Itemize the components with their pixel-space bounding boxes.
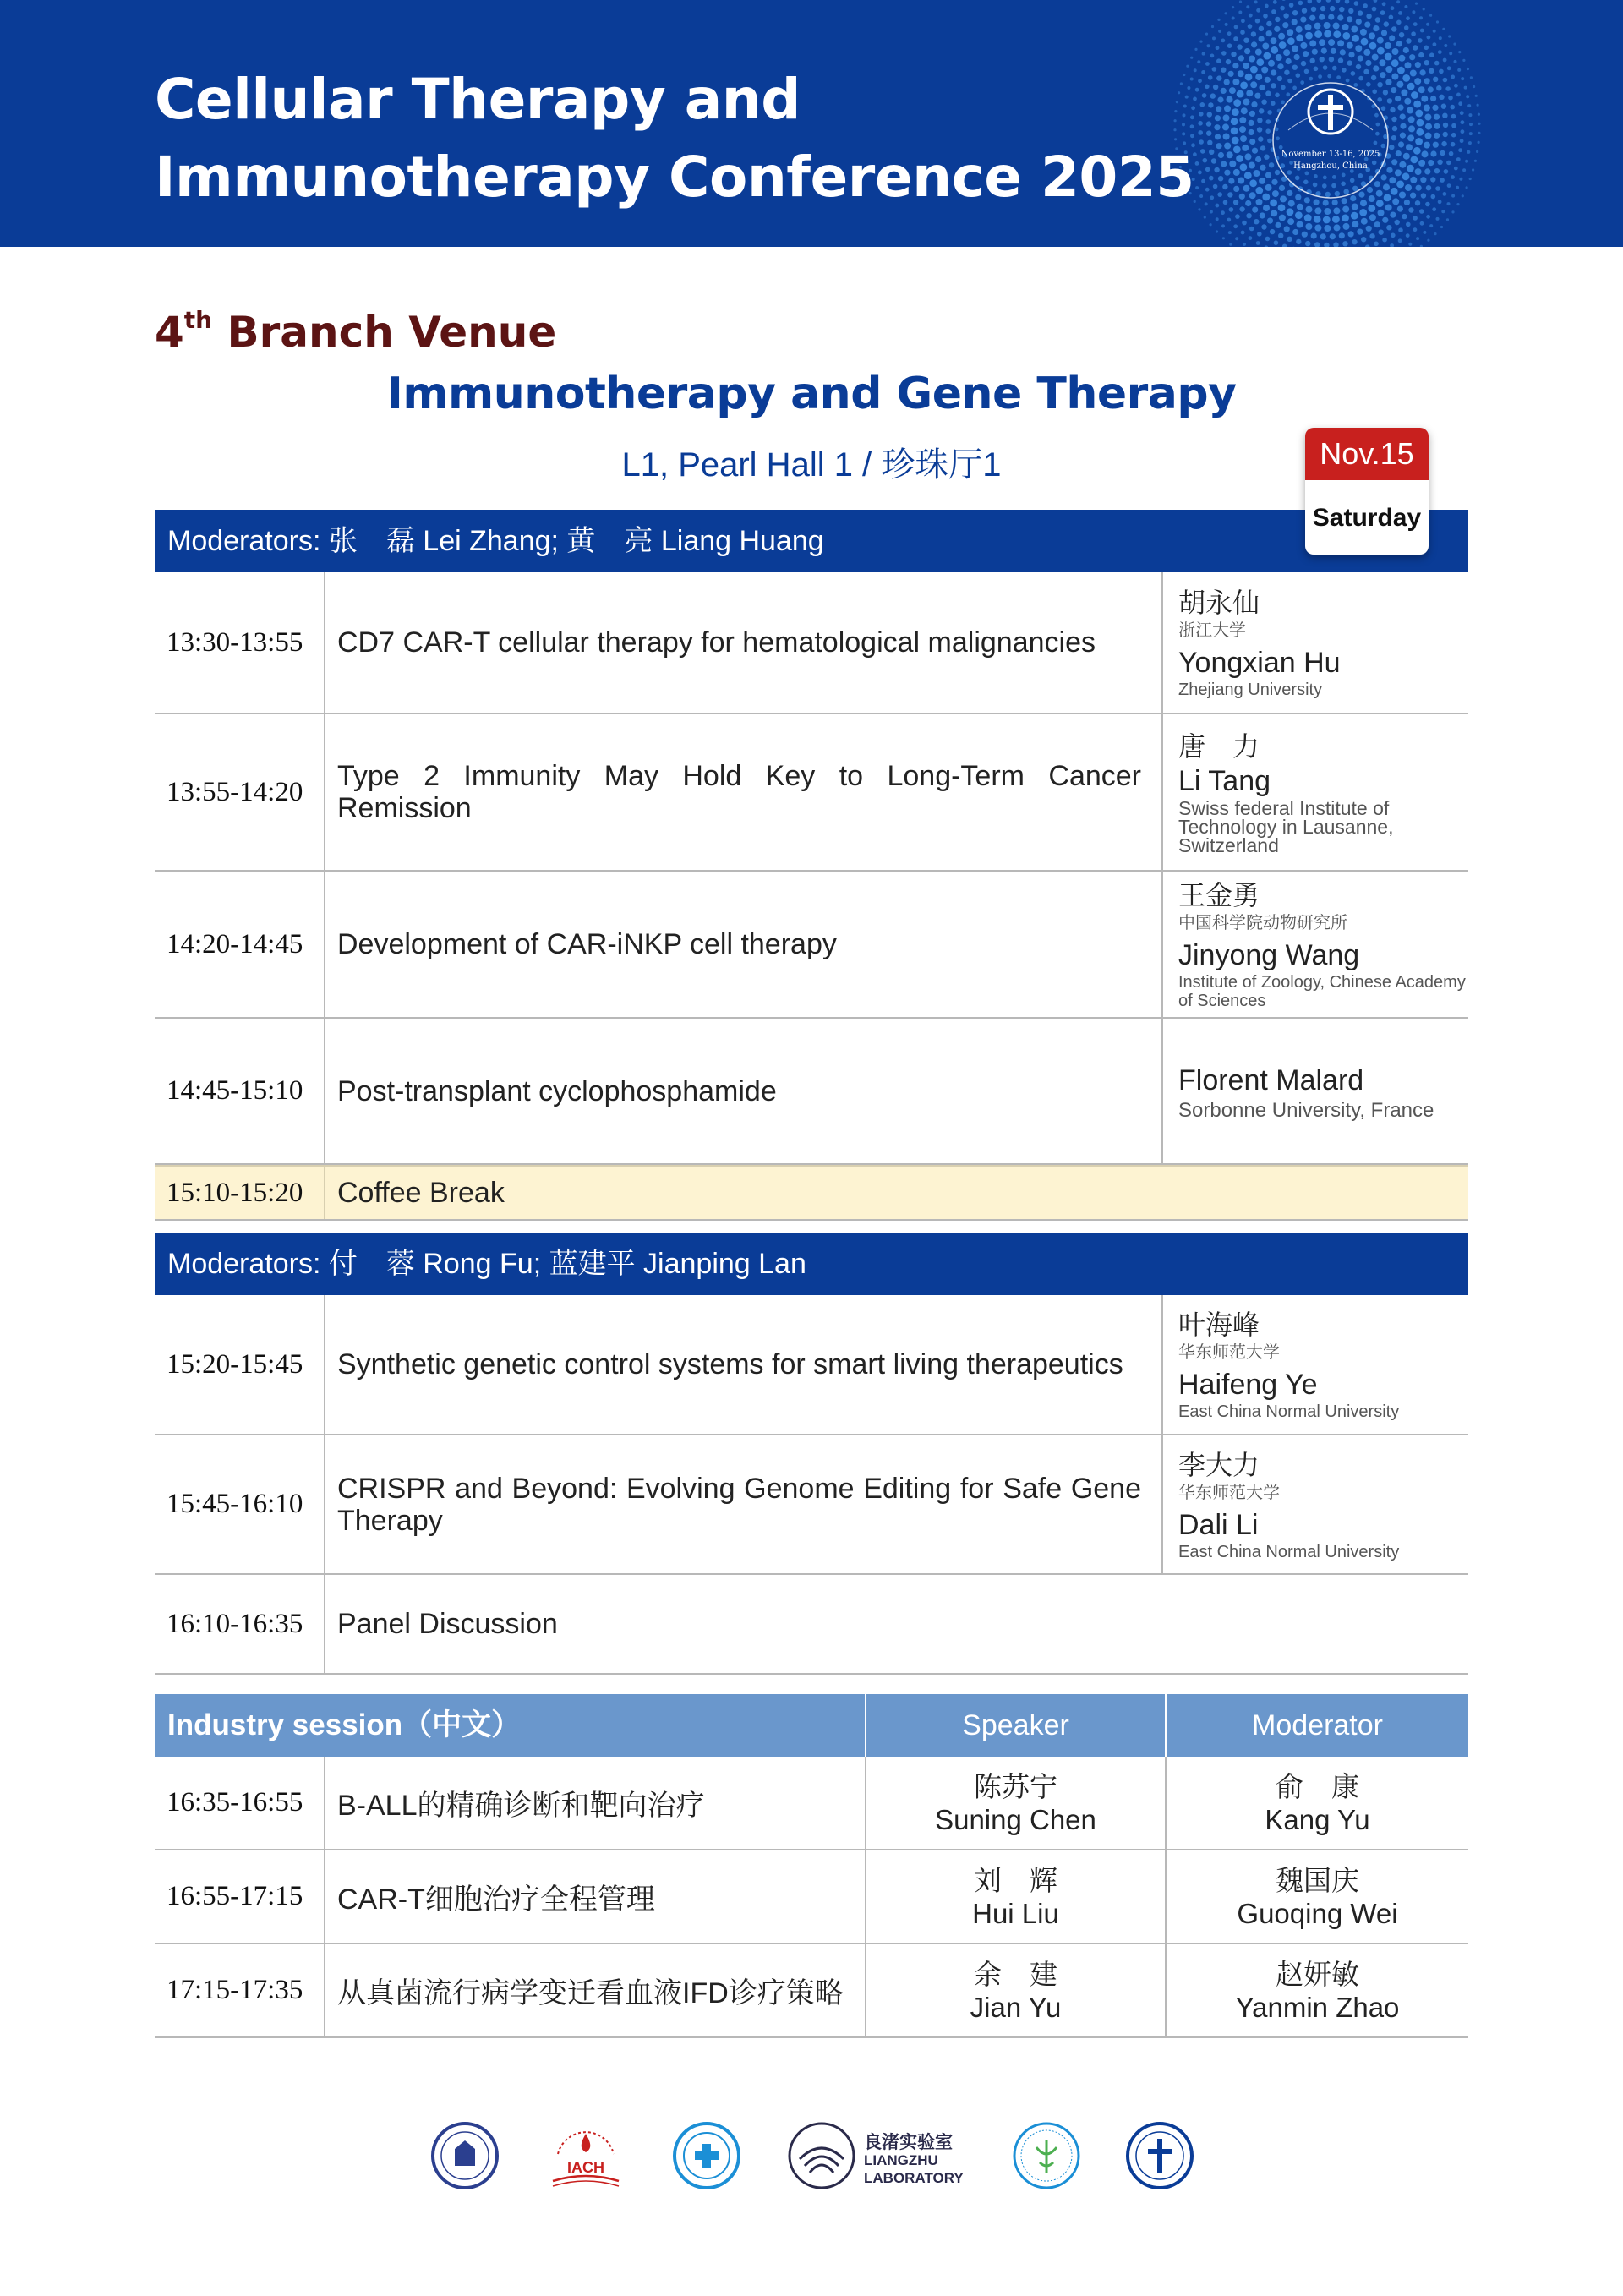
badge-date	[1236, 149, 1425, 172]
speaker-name-en: Li Tang	[1178, 765, 1271, 797]
conference-title-line-2: Immunotherapy Conference 2025	[155, 145, 1194, 210]
speaker-name-en: Florent Malard	[1178, 1063, 1364, 1096]
speaker-affiliation-en: Zhejiang University	[1178, 681, 1323, 699]
date-tag-date: Nov.15	[1305, 428, 1429, 480]
panel-time: 16:10-16:35	[155, 1575, 325, 1673]
hospital-logo-icon	[671, 2120, 742, 2191]
moderator-name-cn: 赵妍敏	[1276, 1958, 1359, 1990]
session-time: 13:30-13:55	[155, 572, 325, 713]
industry-session-title: Industry session（中文）	[167, 1708, 522, 1741]
speaker-name-en: Yongxian Hu	[1178, 647, 1341, 679]
hall-location: L1, Pearl Hall 1 / 珍珠厅1	[621, 446, 1002, 484]
industry-title: 从真菌流行病学变迁看血液IFD诊疗策略	[337, 1977, 844, 2009]
speaker-name-cn: 陈苏宁	[974, 1770, 1057, 1802]
session-row	[155, 872, 1468, 1019]
session-row	[155, 1019, 1468, 1165]
industry-title: B-ALL的精确诊断和靶向治疗	[337, 1790, 705, 1822]
badge-location-line: Hangzhou, China	[1293, 161, 1368, 171]
speaker-affiliation-en: East China Normal University	[1178, 1402, 1400, 1421]
industry-title: CAR-T细胞治疗全程管理	[337, 1883, 655, 1916]
industry-session-header	[155, 1694, 1468, 1757]
speaker-affiliation-cn: 中国科学院动物研究所	[1178, 914, 1347, 932]
liangzhu-name-en-2: LABORATORY	[864, 2170, 964, 2186]
moderators-bar-2: Moderators: 付 蓉 Rong Fu; 蓝建平 Jianping Lan	[155, 1233, 1468, 1295]
industry-time: 16:35-16:55	[155, 1757, 325, 1849]
session-topic: Immunotherapy and Gene Therapy	[386, 369, 1237, 419]
moderator-name-en: Kang Yu	[1265, 1803, 1370, 1835]
industry-time: 16:55-17:15	[155, 1850, 325, 1943]
branch-number: 4	[155, 308, 184, 357]
session-row	[155, 714, 1468, 872]
session-title: CD7 CAR-T cellular therapy for hematological malignancies	[337, 626, 1096, 659]
conference-title-line-1: Cellular Therapy and	[155, 67, 801, 132]
industry-moderator	[1165, 1944, 1468, 2036]
speaker-affiliation-cn: 浙江大学	[1178, 621, 1246, 640]
industry-row	[155, 1944, 1468, 2038]
header-banner	[0, 0, 1623, 247]
coffee-break-row	[155, 1165, 1468, 1221]
moderator-column-header: Moderator	[1165, 1694, 1468, 1757]
badge-date-line-1: November 13-16, 2025	[1281, 150, 1380, 159]
moderators-bar-1: Moderators: 张 磊 Lei Zhang; 黄 亮 Liang Huang	[155, 510, 1468, 572]
speaker-affiliation-en: Sorbonne University, France	[1178, 1098, 1434, 1122]
session-time: 15:20-15:45	[155, 1295, 325, 1434]
date-tag-weekday: Saturday	[1312, 504, 1422, 532]
speaker-name-en: Suning Chen	[935, 1803, 1096, 1835]
zhejiang-university-logo-icon	[429, 2120, 500, 2191]
coffee-break-time: 15:10-15:20	[155, 1167, 325, 1219]
session-time: 15:45-16:10	[155, 1435, 325, 1573]
speaker-affiliation-en: Swiss federal Institute of Technology in Lausanne, Switzerland	[1178, 797, 1394, 856]
session-title: Post-transplant cyclophosphamide	[337, 1074, 777, 1107]
session-speaker	[1161, 714, 1468, 870]
speaker-name-cn: 李大力	[1178, 1449, 1260, 1480]
branch-suffix: th	[183, 306, 213, 335]
industry-speaker	[865, 1944, 1165, 2036]
speaker-name-cn: 叶海峰	[1178, 1309, 1260, 1340]
industry-speaker	[865, 1850, 1165, 1943]
session-speaker	[1161, 1019, 1468, 1163]
speaker-name-en: Haifeng Ye	[1178, 1369, 1318, 1401]
speaker-name-cn: 唐 力	[1178, 731, 1260, 762]
session-row	[155, 572, 1468, 714]
speaker-name-cn: 胡永仙	[1178, 588, 1260, 618]
conference-title	[155, 61, 1194, 216]
sponsor-logos	[0, 2120, 1623, 2196]
speaker-column-header: Speaker	[865, 1694, 1165, 1757]
society-logo-icon	[1011, 2120, 1082, 2191]
moderator-name-en: Guoqing Wei	[1237, 1897, 1398, 1929]
conference-logo-icon	[1124, 2120, 1195, 2191]
liangzhu-laboratory-logo-icon	[786, 2120, 857, 2191]
industry-row	[155, 1757, 1468, 1850]
session-speaker	[1161, 572, 1468, 713]
speaker-name-en: Hui Liu	[972, 1897, 1059, 1929]
speaker-affiliation-en: East China Normal University	[1178, 1542, 1400, 1561]
industry-moderator	[1165, 1850, 1468, 1943]
industry-speaker	[865, 1757, 1165, 1849]
industry-moderator	[1165, 1757, 1468, 1849]
date-tag	[1305, 428, 1429, 555]
speaker-name-cn: 王金勇	[1178, 880, 1260, 910]
session-time: 14:20-14:45	[155, 872, 325, 1017]
panel-discussion-row	[155, 1575, 1468, 1675]
iach-logo-text: IACH	[567, 2159, 604, 2176]
session-title: CRISPR and Beyond: Evolving Genome Editing for Safe Gene Therapy	[337, 1472, 1141, 1537]
speaker-name-en: Dali Li	[1178, 1508, 1259, 1541]
moderator-name-cn: 魏国庆	[1276, 1864, 1359, 1896]
session-title: Synthetic genetic control systems for smart living therapeutics	[337, 1348, 1123, 1380]
liangzhu-name-cn: 良渚实验室	[864, 2133, 953, 2152]
session-time: 13:55-14:20	[155, 714, 325, 870]
session-row	[155, 1295, 1468, 1435]
moderator-name-cn: 俞 康	[1276, 1770, 1359, 1802]
liangzhu-name-en-1: LIANGZHU	[864, 2152, 938, 2168]
session-speaker	[1161, 872, 1468, 1017]
panel-label: Panel Discussion	[337, 1608, 558, 1640]
branch-label: Branch Venue	[212, 308, 557, 357]
speaker-affiliation-cn: 华东师范大学	[1178, 1483, 1280, 1502]
branch-venue-heading	[155, 308, 556, 357]
session-time: 14:45-15:10	[155, 1019, 325, 1163]
moderator-name-en: Yanmin Zhao	[1235, 1991, 1400, 2023]
session-speaker	[1161, 1435, 1468, 1573]
speaker-affiliation-cn: 华东师范大学	[1178, 1343, 1280, 1362]
coffee-break-label: Coffee Break	[337, 1177, 505, 1209]
session-title: Development of CAR-iNKP cell therapy	[337, 928, 837, 960]
conference-badge-logo	[1236, 46, 1425, 235]
speaker-name-cn: 刘 辉	[974, 1864, 1057, 1896]
session-row	[155, 1435, 1468, 1575]
industry-time: 17:15-17:35	[155, 1944, 325, 2036]
speaker-name-en: Jian Yu	[970, 1991, 1062, 2023]
speaker-name-cn: 余 建	[974, 1958, 1057, 1990]
speaker-name-en: Jinyong Wang	[1178, 939, 1360, 971]
speaker-affiliation-en: Institute of Zoology, Chinese Academy of Sciences	[1178, 973, 1466, 1010]
session-speaker	[1161, 1295, 1468, 1434]
session-title: Type 2 Immunity May Hold Key to Long-Term Cancer Remission	[337, 760, 1141, 824]
liangzhu-laboratory-text	[864, 2134, 964, 2187]
industry-row	[155, 1850, 1468, 1944]
iach-logo-icon	[539, 2120, 632, 2191]
